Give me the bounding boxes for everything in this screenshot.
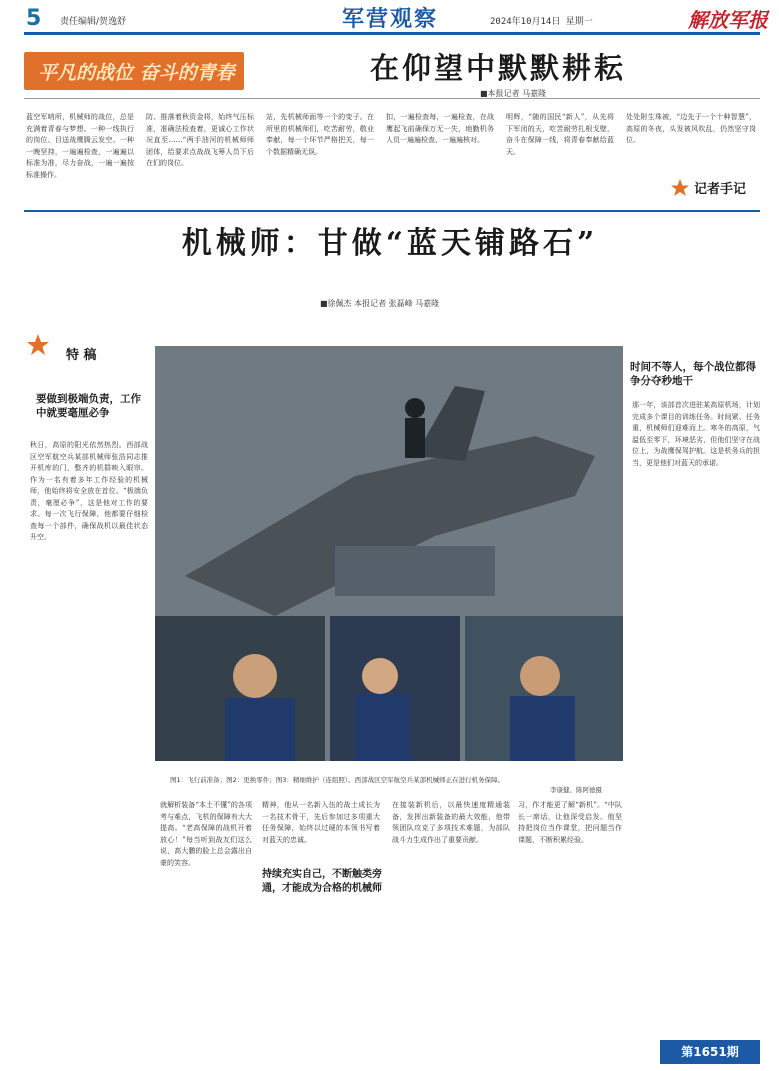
section-title: 军营观察: [341, 7, 438, 32]
top-column-6: 处处附生珠被，“边先于一个十种智慧”，高原的冬夜，头发被风吹乱，仍然坚守岗位。: [626, 113, 756, 144]
main-article-title: 机械师：甘做“蓝天铺路石”: [181, 226, 599, 261]
divider: [24, 98, 760, 99]
top-column-2: 防、推落着秋资金将，始终气压标准，准确法检查着，更诚心工作状况直至……“两手油河的机械师师团体，给要求点战战飞筹人员下后在们的岗位。: [146, 113, 254, 167]
section-divider: [24, 210, 760, 212]
top-column-1: 蓝空军哨所，机械师的战位，总是充满着青春与梦想。一种一线执行的岗位、目送战鹰腾云发空。一种一晚坚持，一遍遍检查，一遍遍以标准为准，尽力奋战，一遍一遍按标准操作。: [26, 113, 134, 179]
photo-caption: 图1：飞行前准备；图2：更换零件；图3：精细维护（连组照）。西部战区空军航空兵某部机械师正在进行机务保障。: [170, 776, 505, 784]
top-article-byline: ■本报记者 马嘉隆: [480, 89, 547, 98]
subheading-2: 时间不等人，每个战位都得争分夺秒地干: [630, 361, 756, 387]
issue-date: 2024年10月14日 星期一: [490, 17, 593, 27]
column-banner: [24, 52, 244, 90]
notes-label: 记者手记: [694, 182, 747, 197]
page-number: 5: [26, 6, 42, 31]
body-column-mid-3: 在接装新机后，以最快速度精通装备，发挥出新装备的最大效能，他带领团队攻克了多项技术难题，为部队战斗力生成作出了重要贡献。: [392, 801, 510, 844]
issue-number-badge: 第1651期: [660, 1040, 760, 1064]
special-star-icon: [24, 332, 64, 362]
aircraft-photo-illustration: [155, 346, 623, 761]
editor-credit: 责任编辑/贺逸舒: [60, 17, 127, 27]
body-column-mid-4: 习，作才能更了解“新机”。“中队长一席话，让他深受启发。他坚持把岗位当作课堂，把问题当作课题，不断积累经验。: [518, 801, 622, 844]
subheading-3: 持续充实自己，不断触类旁通，才能成为合格的机械师: [262, 869, 382, 894]
photo-credit: 李康健、陈阿德摄: [550, 786, 602, 794]
body-column-mid-2: 精神，他从一名新入伍的战士成长为一名技术骨干，先后参加过多项重大任务保障，始终以过硬的本领书写着对蓝天的忠诚。: [262, 801, 380, 844]
top-column-5: 明辉，“随的国民“新人”，从先将下军闭的天，吃苦耐劳扎根戈壁，奋斗在保障一线，将青春奉献给蓝天。: [506, 113, 614, 156]
top-article-title: 在仰望中默默耕耘: [370, 51, 627, 85]
banner-title: 平凡的战位 奋斗的青春: [38, 62, 235, 84]
main-article-byline: ■徐佩杰 本报记者 张磊峰 马嘉隆: [320, 299, 440, 308]
feature-photo: [155, 346, 623, 761]
star-icon: [670, 178, 690, 198]
header-divider: [24, 32, 760, 35]
body-column-left: 秋日，高原的阳光依然热烈。西部战区空军航空兵某部机械师张浩同志推开机库的门，整齐的机群映入眼帘。作为一名有着多年工作经验的机械师，他始终将安全放在首位。“极端负责，毫厘必争”，这是他对工作的要求。每一次飞行保障，他都要仔细检查每一个部件，确保战机以最佳状态升空。: [30, 441, 148, 541]
subheading-1: 要做到极端负责，工作中就要毫厘必争: [36, 393, 141, 419]
special-feature-label: 特 稿: [66, 348, 97, 363]
body-column-mid-1: 就解析装备“本土不懂”的各项考与难点，飞机的保障有大大提高。“老高保障的战机开着放心！”每当听到战友们这么说，高大鹏的脸上总会露出自豪的笑容。: [160, 801, 252, 867]
body-column-right: 那一年，该部首次进驻某高原机场，计划完成多个课目的训练任务。时间紧、任务重，机械师们迎难而上。寒冬的高原，气温低至零下，环境恶劣，但他们坚守在战位上，为战鹰保驾护航。这是机务兵的担当，更是他们对蓝天的承诺。: [632, 401, 760, 467]
newspaper-masthead: 解放军报: [688, 8, 768, 32]
top-column-3: 站，先机械师面等一个的变子。在所里的机械师们，吃苦耐劳，敬业奉献，每一个环节严格把关，每一个数据精确无误。: [266, 113, 374, 156]
top-column-4: 扣，一遍检查每，一遍检查，在战鹰起飞前确保万无一失，地勤机务人员一遍遍检查、一遍遍核对。: [386, 113, 494, 144]
